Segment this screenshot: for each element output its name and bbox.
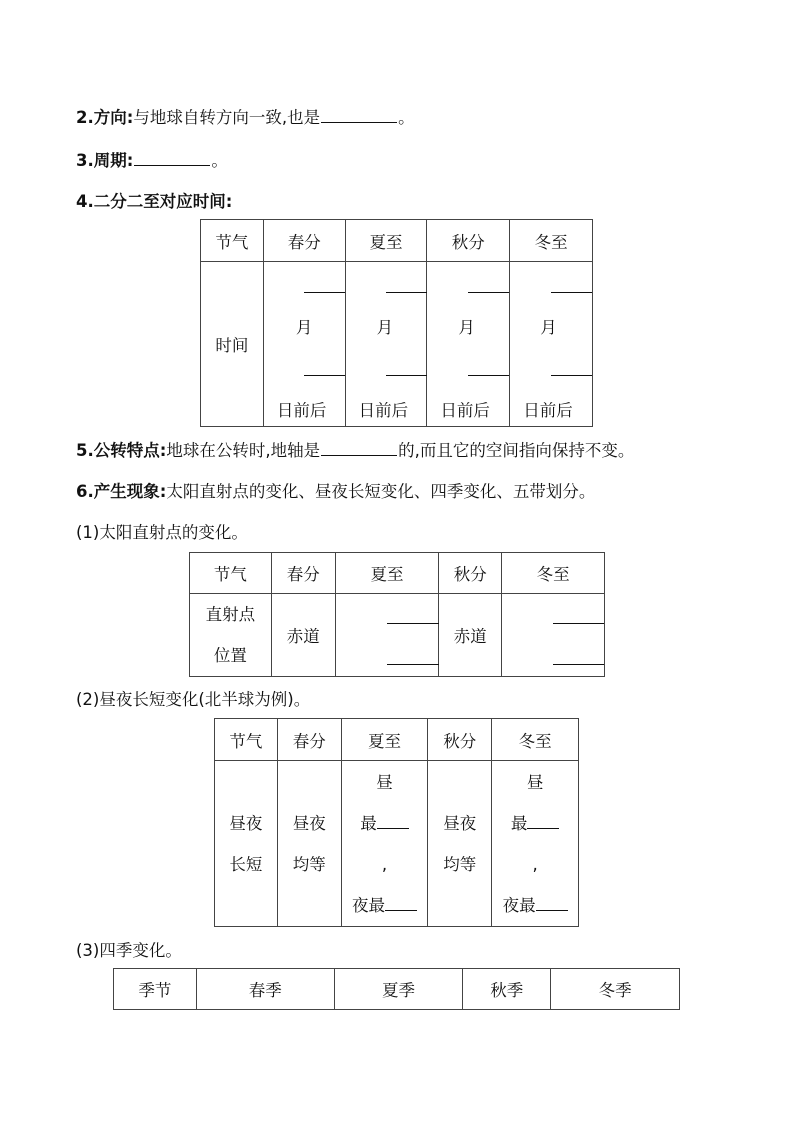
summer-night: 夜最 — [342, 885, 428, 926]
daynight-table-head-3: 秋分 — [428, 719, 492, 761]
direct-table-head-4: 冬至 — [502, 553, 605, 594]
daynight-spring — [277, 761, 341, 927]
direct-winter-cell — [502, 594, 605, 677]
period-line — [76, 149, 228, 172]
winter-night: 夜最 — [492, 885, 578, 926]
daynight-spring-1: 昼夜 — [292, 813, 326, 833]
season-table — [113, 968, 680, 1010]
direct-winter-blank-2[interactable] — [553, 664, 604, 665]
direct-summer-blank-2[interactable] — [387, 664, 439, 665]
daynight-row-label-2: 长短 — [229, 854, 263, 874]
direction-title: 方向: — [93, 108, 134, 127]
direct-row-label-1: 直射点 — [205, 605, 256, 624]
direct-row-label — [190, 594, 272, 677]
time-table-row-label: 时间 — [201, 262, 264, 427]
phenomena-text: 太阳直射点的变化、昼夜长短变化、四季变化、五带划分。 — [166, 482, 596, 501]
feature-blank[interactable] — [321, 439, 397, 456]
daynight-autumn — [428, 761, 492, 927]
phenomena-line — [76, 481, 595, 503]
feature-number: 5. — [76, 441, 94, 460]
direct-spring: 赤道 — [271, 594, 335, 677]
sub1-heading: (1)太阳直射点的变化。 — [76, 523, 248, 542]
direct-summer-blank-1[interactable] — [387, 623, 439, 624]
daynight-row-label — [215, 761, 278, 927]
feature-line — [76, 439, 634, 462]
season-table-head-3: 秋季 — [463, 969, 551, 1010]
direct-row-label-2: 位置 — [213, 646, 247, 665]
time-cell-winter — [510, 262, 593, 427]
month-label-spring: 月 — [295, 318, 313, 337]
direction-end: 。 — [398, 108, 415, 127]
direction-line — [76, 106, 415, 129]
daynight-autumn-2: 均等 — [443, 854, 477, 874]
period-title: 周期: — [93, 151, 134, 170]
time-table-head-2: 夏至 — [345, 220, 427, 262]
feature-text-1: 地球在公转时,地轴是 — [166, 441, 321, 460]
feature-title: 公转特点: — [93, 441, 167, 460]
time-heading-line — [76, 191, 232, 213]
month-blank-winter[interactable] — [551, 292, 592, 293]
direct-table-head-3: 秋分 — [439, 553, 502, 594]
direct-table-head-1: 春分 — [271, 553, 335, 594]
daynight-row-label-1: 昼夜 — [229, 813, 263, 833]
month-blank-summer[interactable] — [386, 292, 427, 293]
day-night-table — [214, 718, 579, 927]
daynight-table-head-2: 夏至 — [341, 719, 428, 761]
phenomena-number: 6. — [76, 482, 94, 501]
day-blank-winter[interactable] — [551, 375, 592, 376]
summer-night-blank[interactable] — [385, 894, 417, 911]
direction-text: 与地球自转方向一致,也是 — [133, 108, 321, 127]
period-end: 。 — [211, 151, 228, 170]
winter-night-blank[interactable] — [536, 894, 568, 911]
winter-comma: , — [532, 854, 538, 874]
summer-day: 昼 — [376, 772, 393, 792]
daynight-autumn-1: 昼夜 — [443, 813, 477, 833]
time-heading-number: 4. — [76, 192, 94, 211]
month-blank-spring[interactable] — [304, 292, 345, 293]
month-label-winter: 月 — [540, 318, 557, 337]
period-number: 3. — [76, 151, 94, 170]
time-cell-summer — [345, 262, 427, 427]
daynight-table-head-1: 春分 — [277, 719, 341, 761]
day-blank-spring[interactable] — [304, 375, 345, 376]
winter-day: 昼 — [526, 772, 544, 792]
summer-longest: 最 — [342, 803, 428, 844]
daynight-table-head-4: 冬至 — [492, 719, 579, 761]
time-table — [200, 219, 593, 427]
time-cell-spring — [263, 262, 345, 427]
sub3-heading: (3)四季变化。 — [76, 941, 182, 960]
direction-blank[interactable] — [321, 106, 397, 123]
winter-longest-blank[interactable] — [527, 812, 559, 829]
day-suffix-summer: 日前后 — [358, 401, 409, 420]
month-label-autumn: 月 — [458, 318, 475, 337]
time-table-head-3: 秋分 — [427, 220, 510, 262]
season-table-head-2: 夏季 — [334, 969, 463, 1010]
winter-longest: 最 — [492, 803, 578, 844]
time-table-head-1: 春分 — [263, 220, 345, 262]
sub2-heading: (2)昼夜长短变化(北半球为例)。 — [76, 690, 311, 709]
time-table-head-4: 冬至 — [510, 220, 593, 262]
direct-summer-cell — [335, 594, 439, 677]
daynight-summer — [341, 761, 428, 927]
direct-table-head-0: 节气 — [190, 553, 272, 594]
season-table-head-4: 冬季 — [551, 969, 680, 1010]
time-heading-title: 二分二至对应时间: — [93, 192, 233, 211]
time-table-head-0: 节气 — [201, 220, 264, 262]
day-suffix-winter: 日前后 — [523, 401, 573, 420]
feature-text-2: 的,而且它的空间指向保持不变。 — [398, 441, 635, 460]
direct-autumn: 赤道 — [439, 594, 502, 677]
month-label-summer: 月 — [376, 318, 394, 337]
day-blank-summer[interactable] — [386, 375, 427, 376]
time-cell-autumn — [427, 262, 510, 427]
daynight-winter — [492, 761, 579, 927]
direct-winter-blank-1[interactable] — [553, 623, 604, 624]
direction-number: 2. — [76, 108, 94, 127]
daynight-table-head-0: 节气 — [215, 719, 278, 761]
season-table-head-1: 春季 — [196, 969, 334, 1010]
season-table-head-0: 季节 — [114, 969, 197, 1010]
daynight-spring-2: 均等 — [292, 854, 326, 874]
day-blank-autumn[interactable] — [468, 375, 509, 376]
month-blank-autumn[interactable] — [468, 292, 509, 293]
period-blank[interactable] — [134, 149, 210, 166]
summer-comma: , — [381, 854, 388, 874]
day-suffix-autumn: 日前后 — [440, 401, 490, 420]
summer-longest-blank[interactable] — [377, 812, 409, 829]
direct-table-head-2: 夏至 — [335, 553, 439, 594]
day-suffix-spring: 日前后 — [276, 401, 327, 420]
phenomena-title: 产生现象: — [93, 482, 167, 501]
direct-point-table — [189, 552, 605, 677]
